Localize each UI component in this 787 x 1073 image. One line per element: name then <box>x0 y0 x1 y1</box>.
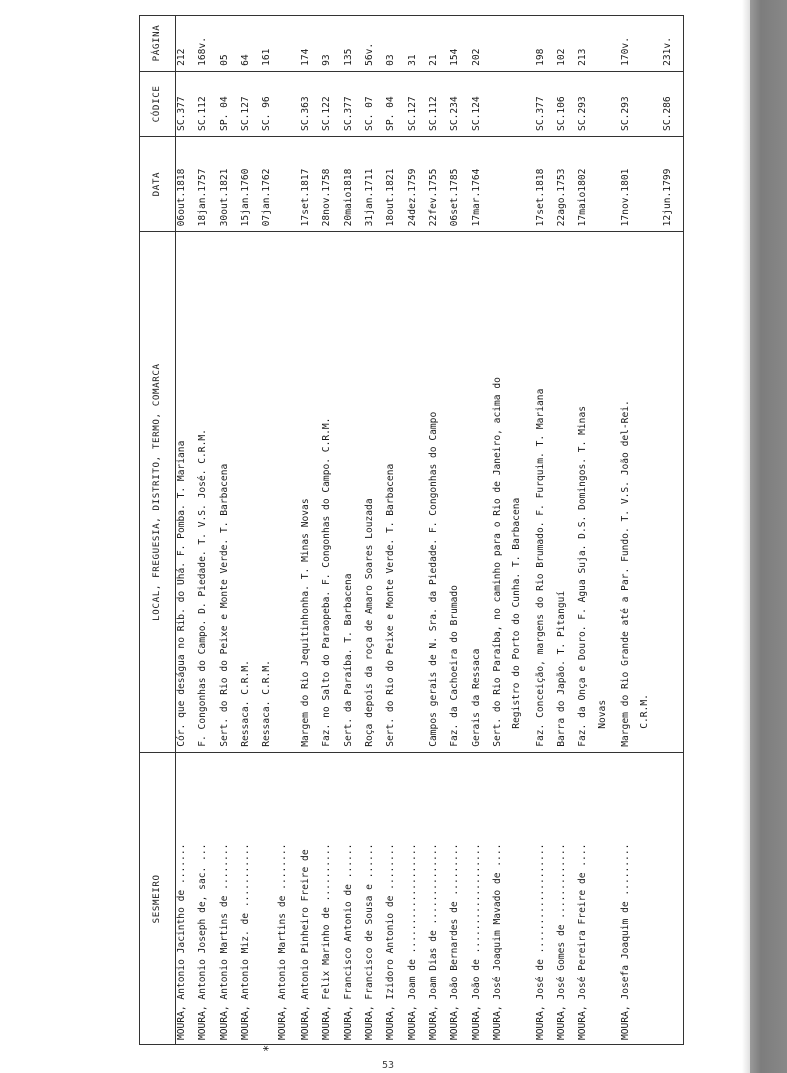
sesmeiro-cell <box>535 752 556 1045</box>
codice-cell-line <box>492 72 511 131</box>
local-cell-line: Sert. da Paraíba. T. Barbacena <box>342 573 354 747</box>
local-cell <box>300 232 321 752</box>
codice-cell <box>535 71 556 136</box>
data-cell <box>407 136 428 231</box>
sesmeiro-cell-line: MOURA, José Pereira Freire de .... <box>577 843 589 1040</box>
local-cell <box>449 232 470 752</box>
sesmeiro-cell <box>176 752 198 1045</box>
sesmeiro-cell <box>219 752 240 1045</box>
data-cell-line: 17set.1817 <box>300 168 312 227</box>
local-cell <box>261 232 300 752</box>
codice-cell-line: SC.234 <box>449 96 461 131</box>
codice-cell <box>407 71 428 136</box>
sesmeiro-cell <box>343 752 364 1045</box>
codice-cell-line: SC.377 <box>534 96 546 131</box>
pagina-cell <box>176 15 198 71</box>
table-row <box>300 15 321 1045</box>
table-row <box>364 15 385 1045</box>
data-cell <box>620 136 663 231</box>
data-cell <box>364 136 385 231</box>
sesmeiro-cell-line: MOURA, João Bernardes de ......... <box>449 843 461 1040</box>
data-cell <box>492 136 535 231</box>
sesmeiro-cell-line: MOURA, Joam de ................... <box>406 843 418 1040</box>
codice-cell <box>492 71 535 136</box>
pagina-cell-line: 21 <box>428 54 439 66</box>
pagina-cell-line: 03 <box>385 54 397 66</box>
codice-cell <box>197 71 218 136</box>
sesmeiro-cell-line: MOURA, Francisco Antonio de ...... <box>342 843 354 1040</box>
local-cell <box>620 232 663 752</box>
header-row <box>139 15 176 1045</box>
codice-cell-line: SC.122 <box>321 96 333 131</box>
codice-cell-line: SC.112 <box>197 96 209 131</box>
sesmeiro-cell-line: MOURA, Francisco de Sousa e ...... <box>364 843 376 1040</box>
pagina-cell-line: 05 <box>218 54 230 66</box>
sesmeiro-cell <box>662 752 684 1045</box>
codice-cell <box>176 71 198 136</box>
local-cell-line: Cór. que deságua no Rib. do Uhá. F. Pomba. T. Mariana <box>176 440 187 747</box>
pagina-cell-line: 102 <box>555 48 567 66</box>
pagina-cell <box>240 15 261 71</box>
pagina-cell <box>428 15 449 71</box>
local-cell-line: Faz. no Salto do Paraopeba. F. Congonhas do Campo. C.R.M. <box>321 417 333 747</box>
header-data: DATA <box>139 136 176 231</box>
local-cell <box>385 232 406 752</box>
local-cell-line: Ressaca. C.R.M. <box>240 660 251 747</box>
pagina-cell-line: 231v. <box>662 37 674 66</box>
codice-cell <box>261 71 300 136</box>
table-row <box>620 15 663 1045</box>
codice-cell-line: SC.293 <box>577 96 589 131</box>
pagina-cell <box>620 15 663 71</box>
sesmeiro-cell <box>492 752 535 1045</box>
pagina-cell-line: 154 <box>449 48 461 66</box>
data-cell <box>240 136 261 231</box>
pagina-cell <box>407 15 428 71</box>
sesmeiro-cell <box>556 752 577 1045</box>
table-row <box>321 15 342 1045</box>
data-cell-line: 31jan.1711 <box>364 168 376 227</box>
codice-cell <box>471 71 492 136</box>
local-cell <box>240 232 261 752</box>
pagina-cell-line: 212 <box>176 48 187 66</box>
data-cell-line: 07jan.1762 <box>261 168 273 227</box>
table-row <box>577 15 620 1045</box>
data-cell <box>577 136 620 231</box>
table-row <box>662 15 684 1045</box>
pagina-cell <box>662 15 684 71</box>
local-cell-line: Faz. da Cachoeira do Brumado <box>449 585 461 747</box>
codice-cell-line: SP. 04 <box>218 96 230 131</box>
table-row <box>407 15 428 1045</box>
codice-cell <box>300 71 321 136</box>
table-row <box>385 15 406 1045</box>
data-cell <box>556 136 577 231</box>
codice-cell-line: SP. 04 <box>385 96 397 131</box>
data-cell-line: 24dez.1759 <box>406 168 418 227</box>
codice-cell <box>385 71 406 136</box>
sesmeiro-cell-line: MOURA, Antonio Martins de ........ <box>277 843 289 1040</box>
local-cell <box>197 232 218 752</box>
local-cell <box>176 232 198 752</box>
data-cell-line: 06out.1818 <box>176 168 187 227</box>
local-cell-line: Gerais da Ressaca <box>470 648 482 747</box>
sesmeiro-cell-line: MOURA, Izidoro Antonio de ........ <box>385 843 397 1040</box>
local-cell-line: Novas <box>596 699 608 729</box>
pagina-cell-line: 161 <box>261 48 273 66</box>
codice-cell-line: SC.377 <box>342 96 354 131</box>
sesmeiro-cell <box>449 752 470 1045</box>
table-row <box>449 15 470 1045</box>
data-cell <box>300 136 321 231</box>
data-cell-line: 30out.1821 <box>218 168 230 227</box>
codice-cell-line: SC. 07 <box>364 96 376 131</box>
codice-cell-line: SC.106 <box>555 96 567 131</box>
data-cell-line: 17set.1818 <box>534 168 546 227</box>
local-cell-line: Roça depois da roça de Amaro Soares Louzada <box>364 498 376 747</box>
data-cell <box>385 136 406 231</box>
local-cell-line: Sert. do Rio do Peixe e Monte Verde. T. Barbacena <box>385 463 397 747</box>
sesmeiro-cell-line: MOURA, José Joaquim Mavado de .... <box>491 843 503 1040</box>
header-codice: CÓDICE <box>139 71 176 136</box>
page-number: 53 <box>382 1060 395 1071</box>
local-cell-line: F. Congonhas do Campo. D. Piedade. T. V.S. José. C.R.M. <box>197 429 209 747</box>
sesmeiro-cell <box>321 752 342 1045</box>
local-cell <box>321 232 342 752</box>
header-sesmeiro: SESMEIRO <box>139 752 176 1045</box>
data-cell-line: 22ago.1753 <box>555 168 567 227</box>
pagina-cell <box>535 15 556 71</box>
codice-cell <box>321 71 342 136</box>
pagina-cell-line: 56v. <box>364 42 376 66</box>
codice-cell-line: SC.127 <box>406 96 418 131</box>
codice-cell <box>219 71 240 136</box>
codice-cell <box>620 71 663 136</box>
header-local: LOCAL, FREGUESIA, DISTRITO, TERMO, COMARCA <box>139 232 176 752</box>
codice-cell <box>556 71 577 136</box>
local-cell-line: Faz. Conceição, margens do Rio Brumado. F. Furquim. T. Mariana <box>534 388 546 747</box>
pagina-cell <box>449 15 470 71</box>
sesmeiro-cell-line <box>662 753 681 1040</box>
data-cell <box>261 136 300 231</box>
codice-cell-line: SC. 96 <box>261 96 273 131</box>
pagina-cell <box>197 15 218 71</box>
codice-cell-line: SC.124 <box>470 96 482 131</box>
sesmeiro-cell <box>620 752 663 1045</box>
local-cell <box>662 232 684 752</box>
sesmeiro-cell-line: MOURA, Antonio Miz. de ........... <box>240 843 251 1040</box>
codice-cell-line: SC.377 <box>176 96 187 131</box>
pagina-cell <box>385 15 406 71</box>
table-body <box>176 15 685 1052</box>
codice-cell-line: SC.293 <box>619 96 631 131</box>
codice-cell-line: SC.286 <box>662 96 674 131</box>
data-cell-line: 12jun.1799 <box>662 168 674 227</box>
local-cell-line: Barra do Japão. T. Pitanguí <box>555 590 567 747</box>
sesmeiro-cell <box>385 752 406 1045</box>
sesmeiro-cell-line: MOURA, José de ................... <box>534 843 546 1040</box>
local-cell-line: Sert. do Rio do Peixe e Monte Verde. T. Barbacena <box>218 463 230 747</box>
sesmeiro-cell-line: MOURA, Felix Marinho de .......... <box>321 843 333 1040</box>
ledger-table <box>139 15 684 1052</box>
codice-cell <box>364 71 385 136</box>
sesmeiro-cell <box>407 752 428 1045</box>
table-row <box>261 15 300 1045</box>
pagina-cell <box>343 15 364 71</box>
data-cell-line: 15jan.1760 <box>240 168 251 227</box>
sesmeiro-cell <box>428 752 449 1045</box>
asterisk-mark: * <box>261 1044 276 1052</box>
sesmarias-table <box>139 15 684 1052</box>
codice-cell <box>343 71 364 136</box>
sesmeiro-cell-line: MOURA, João de ................... <box>470 843 482 1040</box>
pagina-cell-line: 202 <box>470 48 482 66</box>
codice-cell <box>577 71 620 136</box>
pagina-cell-line: 213 <box>577 48 589 66</box>
codice-cell-line: SC.112 <box>428 96 439 131</box>
pagina-cell <box>556 15 577 71</box>
sesmeiro-cell <box>364 752 385 1045</box>
data-cell <box>197 136 218 231</box>
pagina-cell <box>300 15 321 71</box>
table-row <box>535 15 556 1045</box>
pagina-cell <box>471 15 492 71</box>
sesmeiro-cell <box>577 752 620 1045</box>
codice-cell <box>428 71 449 136</box>
sesmeiro-cell-line: MOURA, Antonio Martins de ........ <box>218 843 230 1040</box>
data-cell <box>428 136 449 231</box>
local-cell-line <box>662 232 681 746</box>
local-cell <box>577 232 620 752</box>
data-cell <box>662 136 684 231</box>
sesmeiro-cell-line: MOURA, Antonio Pinheiro Freire de <box>300 849 312 1040</box>
local-cell-line: Faz. da Onça e Douro. F. Água Suja. D.S. Domingos. T. Minas <box>577 405 589 747</box>
pagina-cell <box>577 15 620 71</box>
sesmeiro-cell-line: MOURA, Josefa Joaquim de ......... <box>619 843 631 1040</box>
data-cell-line: 17mar.1764 <box>470 168 482 227</box>
header-pagina: PÁGINA <box>139 15 176 71</box>
pagina-cell-line: 64 <box>240 54 251 66</box>
sesmeiro-cell-line: MOURA, Antonio Jacintho de ....... <box>176 843 187 1040</box>
local-cell <box>219 232 240 752</box>
data-cell <box>219 136 240 231</box>
data-cell-line: 28nov.1758 <box>321 168 333 227</box>
data-cell <box>176 136 198 231</box>
table-row <box>556 15 577 1045</box>
scan-edge <box>750 0 787 1073</box>
pagina-cell-line: 135 <box>342 48 354 66</box>
pagina-cell <box>492 15 535 71</box>
local-cell-line: Ressaca. C.R.M. <box>261 660 273 747</box>
data-cell-line: 18jan.1757 <box>197 168 209 227</box>
data-cell <box>321 136 342 231</box>
local-cell-line: Campos gerais de N. Sra. da Piedade. F. Congonhas do Campo <box>428 411 439 747</box>
data-cell <box>535 136 556 231</box>
local-cell-line: Margem do Rio Grande até a Par. Fundo. T. V.S. João del-Rei. <box>619 400 631 747</box>
codice-cell <box>449 71 470 136</box>
sesmeiro-cell <box>300 752 321 1045</box>
sesmeiro-cell-line: MOURA, José Gomes de ............. <box>555 843 567 1040</box>
pagina-cell-line: 31 <box>406 54 418 66</box>
local-cell-line <box>407 232 426 746</box>
pagina-cell-line: 174 <box>300 48 312 66</box>
table-row <box>219 15 240 1045</box>
pagina-cell-line: 170v. <box>619 37 631 66</box>
sesmeiro-cell <box>261 752 300 1052</box>
table-row <box>176 15 198 1045</box>
table-row <box>240 15 261 1045</box>
data-cell-line: 18out.1821 <box>385 168 397 227</box>
local-cell-line: Registro do Porto do Cunha. T. Barbacena <box>511 497 523 729</box>
data-cell-line <box>492 137 511 226</box>
sesmeiro-cell-line: MOURA, Antonio Joseph de, sac. ... <box>197 843 209 1040</box>
local-cell <box>492 232 535 752</box>
codice-cell-line: SC.363 <box>300 96 312 131</box>
table-row <box>492 15 535 1045</box>
local-cell <box>535 232 556 752</box>
local-cell <box>407 232 428 752</box>
data-cell-line: 17nov.1801 <box>619 168 631 227</box>
codice-cell <box>662 71 684 136</box>
pagina-cell <box>261 15 300 71</box>
data-cell-line: 06set.1785 <box>449 168 461 227</box>
data-cell-line: 20maio1818 <box>342 168 354 227</box>
pagina-cell <box>364 15 385 71</box>
local-cell-line: Margem do Rio Jequitinhonha. T. Minas Novas <box>300 498 312 747</box>
local-cell <box>364 232 385 752</box>
sesmeiro-cell <box>471 752 492 1045</box>
codice-cell-line: SC.127 <box>240 96 251 131</box>
local-cell <box>428 232 449 752</box>
data-cell-line: 17maio1802 <box>577 168 589 227</box>
data-cell-line: 22fev.1755 <box>428 168 439 227</box>
table-row <box>197 15 218 1045</box>
table-row <box>428 15 449 1045</box>
table-row <box>471 15 492 1045</box>
pagina-cell-line <box>492 15 511 66</box>
sesmeiro-cell-line: MOURA, Joam Dias de .............. <box>428 843 439 1040</box>
table-row <box>343 15 364 1045</box>
local-cell <box>556 232 577 752</box>
local-cell-line: C.R.M. <box>639 694 651 729</box>
sesmeiro-cell <box>197 752 218 1045</box>
pagina-cell-line: 93 <box>321 54 333 66</box>
local-cell <box>471 232 492 752</box>
pagina-cell <box>321 15 342 71</box>
codice-cell <box>240 71 261 136</box>
local-cell-line: Sert. do Rio Paraíba, no caminho para o Rio de Janeiro, acima do <box>491 377 503 747</box>
data-cell <box>343 136 364 231</box>
pagina-cell-line: 198 <box>534 48 546 66</box>
pagina-cell-line: 168v. <box>197 37 209 66</box>
data-cell <box>449 136 470 231</box>
pagina-cell <box>219 15 240 71</box>
data-cell <box>471 136 492 231</box>
local-cell <box>343 232 364 752</box>
sesmeiro-cell <box>240 752 261 1045</box>
